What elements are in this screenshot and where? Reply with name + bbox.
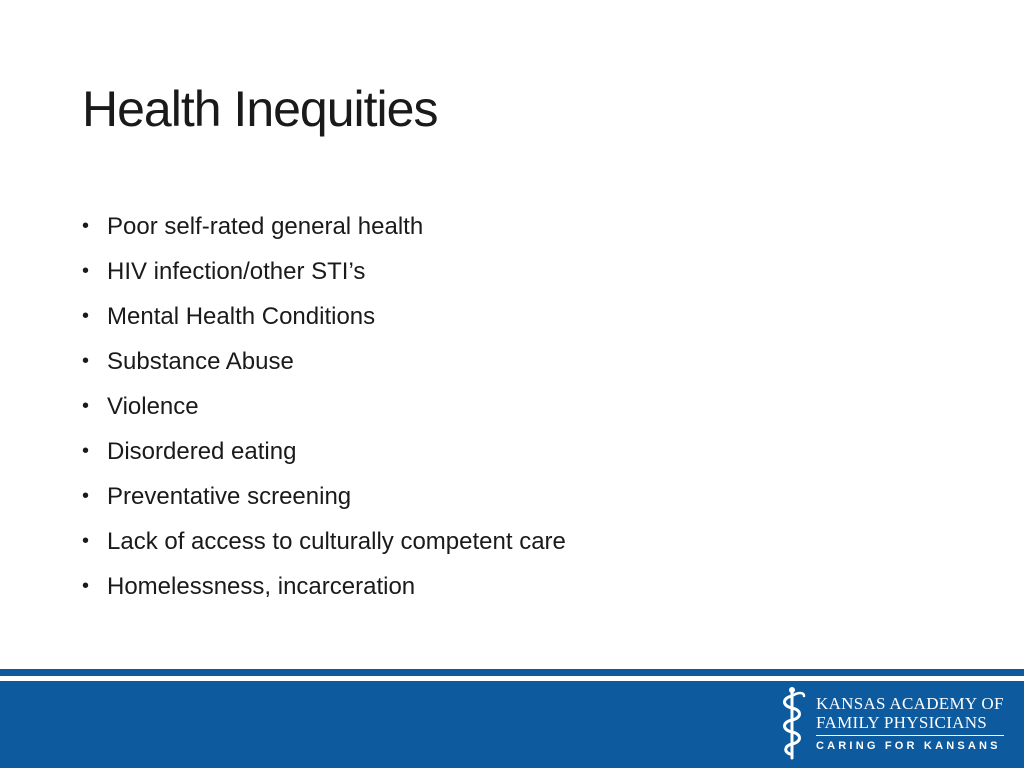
bullet-text: Homelessness, incarceration <box>107 572 416 600</box>
bullet-item <box>82 474 566 519</box>
bullet-text: Disordered eating <box>107 437 297 465</box>
bullet-dot: • <box>82 530 90 552</box>
bullet-item <box>82 384 566 429</box>
bullet-dot: • <box>82 305 90 327</box>
bullet-dot: • <box>82 260 90 282</box>
slide-title: Health Inequities <box>82 81 438 137</box>
bullet-dot: • <box>82 575 90 597</box>
bullet-text: HIV infection/other STI’s <box>107 257 366 285</box>
org-tagline: CARING FOR KANSANS <box>816 740 1001 752</box>
bullet-dot: • <box>82 440 90 462</box>
bullet-dot: • <box>82 395 90 417</box>
caduceus-icon <box>776 686 808 760</box>
bullet-item <box>82 294 566 339</box>
bullet-text: Poor self-rated general health <box>107 212 424 240</box>
bullet-item <box>82 519 566 564</box>
org-logo <box>776 684 1004 762</box>
bullet-text: Mental Health Conditions <box>107 302 376 330</box>
bullet-list <box>82 204 566 609</box>
bullet-dot: • <box>82 485 90 507</box>
footer-divider <box>0 669 1024 676</box>
org-name-line2: FAMILY PHYSICIANS <box>816 713 1004 736</box>
bullet-text: Substance Abuse <box>107 347 294 375</box>
org-name <box>816 694 1004 752</box>
bullet-item <box>82 564 566 609</box>
bullet-item <box>82 339 566 384</box>
bullet-text: Preventative screening <box>107 482 352 510</box>
org-name-line1: KANSAS ACADEMY OF <box>816 694 1004 713</box>
bullet-dot: • <box>82 350 90 372</box>
bullet-item <box>82 204 566 249</box>
bullet-text: Lack of access to culturally competent care <box>107 527 566 555</box>
bullet-item <box>82 429 566 474</box>
bullet-dot: • <box>82 215 90 237</box>
bullet-text: Violence <box>107 392 199 420</box>
bullet-item <box>82 249 566 294</box>
